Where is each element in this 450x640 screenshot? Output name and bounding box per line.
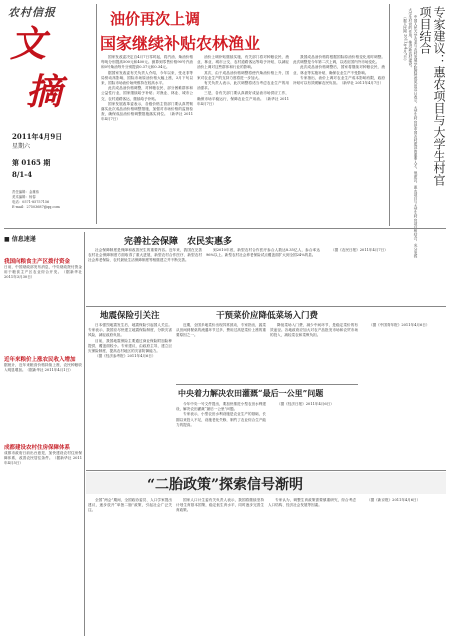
paragraph: （据《经济参考报》2011年4月6日） — [95, 354, 156, 359]
story-body — [176, 402, 266, 468]
paragraph: 近期，全国多地菜价出现异常波动，专家指出，蔬菜从田间到餐桌的流通环节过多，费用过高是菜价上涨的重要原因之一。 — [176, 323, 266, 338]
paragraph: 全国“两会”期间，全国政协委员、人口学家提出建议，逐步放开“单独二胎”政策，引起社会广泛关注。 — [88, 498, 172, 513]
brief-title: 近年来粮价上涨农民收入增加 — [4, 357, 76, 363]
paragraph: 三是，各有关部门要认真做好成品油市场供应工作，确保市场平稳运行，保障农业生产用油。（新华社 2011年4月7日） — [197, 91, 289, 106]
masthead-char-wen: 文 — [10, 23, 47, 65]
story-body — [176, 498, 264, 636]
story-title: 地震保险引关注 — [100, 311, 160, 321]
divider — [86, 470, 446, 471]
info-line: 美术编辑：杨春 — [12, 195, 36, 199]
divider — [96, 4, 97, 224]
paragraph: 中国人民大学农业与农村发展学院教授郑风田近日表示，大学生村官是中国农村建设的重要人才。他建议，惠农项目与大学生村官项目相结合，充分发挥大学生村官的作用，推进新农村建设。 — [408, 8, 418, 258]
story-body — [270, 402, 358, 468]
story-body — [88, 323, 172, 469]
story-title: 完善社会保障 农民实惠多 — [124, 237, 233, 247]
paragraph: 国家发改委决定自4月7日零时起，将汽油、柴油价格每吨分别提高500元和400元。测算到零售价格90号汽油和0号柴油每升分别提高0.37元和0.34元。 — [101, 55, 193, 70]
section-heading: ■ 信息速递 — [4, 236, 36, 243]
story-body — [360, 498, 446, 636]
divider — [4, 228, 446, 229]
paper-name: 农村信报 — [8, 6, 56, 19]
paragraph: 日本强烈地震发生后，地震保险引起国人关注。专家表示，我国应尽快建立地震保险制度，分散灾害风险，减轻政府负担。 — [88, 323, 172, 338]
paragraph: 社会保障制度是保障和改善民生的重要内容。近年来，我国在完善农村社会保障制度方面取得了重大进展，新型农村合作医疗、新型农村社会养老保险、农村最低生活保障制度等相继建立并不断完善。 — [88, 248, 202, 263]
paragraph: （据《经济日报》2011年4月6日） — [277, 402, 334, 406]
divider — [389, 4, 390, 226]
weekday: 星期六 — [12, 143, 31, 150]
paragraph: 专家表示，小型农田水利设施是农业生产的基础，长期以来投入不足，设施老化失修，制约了农业综合生产能力的提高。 — [176, 412, 266, 427]
issue-date: 2011年4月9日 — [12, 132, 63, 141]
story-body — [362, 323, 446, 469]
paragraph: （据《中国青年报》2011年4月6日） — [369, 323, 430, 327]
paragraph: 此次成品油价格调整，对种粮农民、部分困难群体和公益性行业，国家继续给予补贴；对渔业、林业、城市公交、农村道路客运，继续给予补贴。 — [101, 86, 193, 101]
paragraph: 国家人口计生委有关负责人表示，我国将继续坚持计划生育基本国策，稳定低生育水平，同时逐步完善生育政策。 — [176, 498, 264, 513]
paragraph: 据国家发改委有关负责人介绍，今年以来，受北非等局势动荡影响，国际市场原油价格大幅上涨，3月下旬以来，国际市场油价始终维持在较高水平。 — [101, 70, 193, 86]
divider — [84, 232, 85, 636]
story-title: 中央着力解决农田灌溉“最后一公里”问题 — [178, 388, 324, 398]
brief-body: 据统计，近年来粮食价格持续上涨，农民种粮收入明显增加。（据新华社 2011年4月1日） — [4, 363, 82, 373]
paragraph: 目前，我国地震保险主要通过商业保险附加险种提供，覆盖面较小。专家建议，由政府主导，建立巨灾保险制度，提高农村地区的灾害防御能力。 — [88, 338, 172, 354]
paragraph: 到2010年底，新型农村合作医疗参合人数达8.35亿人，参合率达96%以上。新型农村社会养老保险试点覆盖面扩大到全国24%的县。 — [206, 248, 320, 258]
lead-story — [100, 8, 390, 54]
sidebar-heading: 专家建议：惠农项目与大学生村官项目结合 — [418, 6, 446, 186]
story-body — [268, 498, 356, 636]
paragraph: 今年中央一号文件提出，要加快推进小型农田水利建设，解决农田灌溉“最后一公里”问题。 — [176, 402, 266, 412]
lead-title-line-2: 国家继续补贴农林渔业 — [100, 34, 261, 53]
lead-body-col-1 — [101, 55, 193, 227]
paragraph: 专家认为，调整生育政策需要慎重研究，综合考虑人口结构、经济社会发展等因素。 — [268, 498, 356, 508]
paragraph: 降低菜场入门费，减少中间环节，是稳定菜价的有效途径。各地政府应加大对农产品批发市场和农贸市场的投入，减轻菜农和菜贩负担。 — [270, 323, 358, 338]
paragraph: （据《农民日报》2011年4月7日） — [331, 248, 388, 252]
story-title: “二胎政策”探索信号渐明 — [146, 477, 304, 493]
paragraph: （据人民网 2011年4月7日） — [403, 15, 408, 63]
info-line: 电话：0571-85757156 — [12, 200, 50, 204]
info-line: E-mail：27503687@qq.com — [12, 205, 60, 209]
paragraph: 有关负责人表示，此次调整将适当考虑农业生产的用油需求。 — [197, 81, 289, 91]
sidebar-body — [392, 8, 418, 258]
info-line: 责任编辑：金雄伟 — [12, 190, 40, 194]
lead-body-col-2 — [197, 55, 289, 227]
issue-number: 第 0165 期 — [12, 158, 51, 167]
story-title: 干预菜价应降低菜场入门费 — [216, 311, 319, 321]
divider — [86, 306, 446, 307]
story-body — [206, 248, 320, 304]
brief-title: 我国向粮食主产区拨付资金 — [4, 259, 71, 265]
paragraph: 国家发展改革委表示，各级价格主管部门要认真贯彻落实此次成品油价格调整措施，加强对市场价格的监督检查，确保成品油价格调整措施落实到位。（新华社 2011年4月7日） — [101, 101, 193, 122]
lead-title-line-1: 油价再次上调 — [110, 10, 201, 28]
masthead-char-zhai: 摘 — [26, 71, 63, 113]
paragraph: 油价上调补贴继续实施，有关部门将对种粮农民、渔业、林业、城市公交、农村道路客运等给予补贴，以减轻油价上调对这些群体和行业的影响。 — [197, 55, 289, 70]
info-column — [4, 234, 82, 634]
brief-body: 成都市政府日前出台意见，加快建设农村住房保障体系，改善农民居住条件。（据新华社 2011年4月5日） — [4, 451, 82, 466]
lead-body-col-3 — [293, 55, 385, 227]
paragraph: 此次成品油价格调整后，国家将继续对种粮农民、渔业、林业等实施补贴，确保农业生产不受影响。 — [293, 65, 385, 75]
page-range: 8/1-4 — [12, 170, 33, 179]
brief-body: 日前，中国财政部发布消息，中央财政拨付资金用于粮食主产区农业综合开发。（据新华社 2011年3月30日） — [4, 265, 82, 280]
story-body — [88, 498, 172, 636]
paragraph: （据《新京报》2011年4月6日） — [367, 498, 421, 502]
paragraph: 专家指出，油价上调对农业生产成本影响有限，政府补贴可以有效缓解农民负担。（新华社 2011年4月7日） — [293, 75, 385, 86]
brief-title: 成都建设农村住房保障体系 — [4, 445, 71, 451]
story-body — [270, 323, 358, 381]
masthead — [0, 0, 96, 228]
story-body — [324, 248, 444, 304]
editor-info — [12, 190, 92, 210]
paragraph: 我国成品油价格将根据国际原油价格变化适时调整。此次调整是今年第二次上调，以适应国内外市场变化。 — [293, 55, 385, 65]
paragraph: 其次，由于成品油价格调整将使汽柴油价格上升，国家对农业生产的支持力度将进一步加大。 — [197, 70, 289, 80]
story-body — [176, 323, 266, 381]
story-body — [88, 248, 202, 304]
divider — [176, 384, 358, 385]
